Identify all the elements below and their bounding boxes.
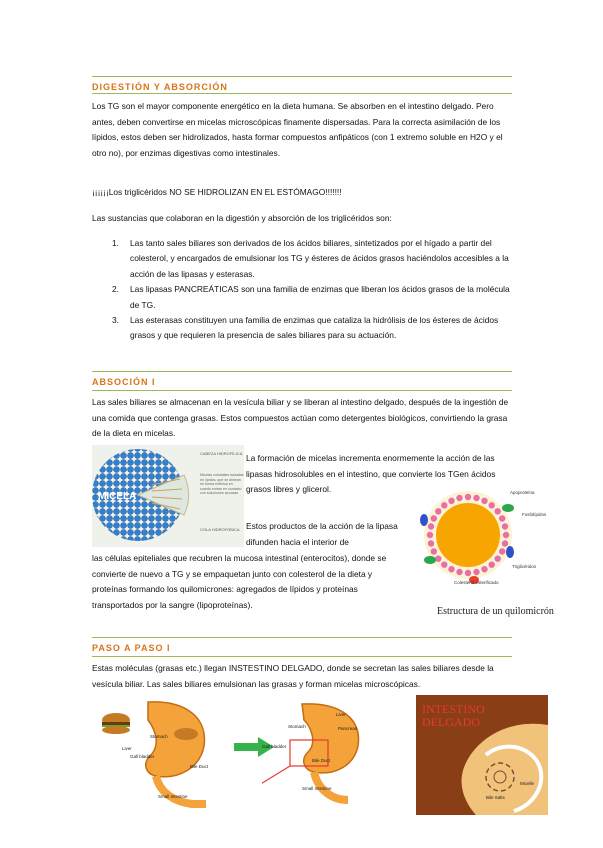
list-intro: Las sustancias que colaboran en la digestión y absorción de los triglicéridos son: bbox=[92, 213, 392, 223]
quilo-label: Colesterol esterificado bbox=[454, 580, 499, 585]
svg-text:Micelle: Micelle bbox=[520, 781, 535, 786]
svg-text:Small Intestine: Small Intestine bbox=[158, 794, 188, 799]
paragraph-lipasa-a: Estos productos de la acción de la lipasa difunden hacia el interior de bbox=[246, 521, 398, 547]
svg-text:Bile Salts: Bile Salts bbox=[486, 795, 505, 800]
divider bbox=[92, 637, 512, 638]
phospholipid-dot bbox=[503, 532, 509, 538]
section-heading-paso: PASO A PASO I bbox=[92, 643, 171, 653]
svg-text:Small Intestine: Small Intestine bbox=[302, 786, 332, 791]
phospholipid-dot bbox=[448, 566, 454, 572]
section-heading-absorcion: ABSOCIÓN I bbox=[92, 377, 156, 387]
phospholipid-dot bbox=[441, 502, 447, 508]
svg-text:Pancreas: Pancreas bbox=[338, 726, 358, 731]
intestino-figure bbox=[416, 695, 548, 815]
burger-icon bbox=[102, 713, 130, 734]
phospholipid-dot bbox=[489, 502, 495, 508]
phospholipid-dot bbox=[502, 523, 508, 529]
micela-figure bbox=[92, 445, 244, 547]
phospholipid-dot bbox=[456, 569, 462, 575]
svg-text:Stomach: Stomach bbox=[150, 734, 168, 739]
phospholipid-dot bbox=[456, 495, 462, 501]
phospholipid-dot bbox=[428, 523, 434, 529]
phospholipid-dot bbox=[473, 569, 479, 575]
divider bbox=[92, 656, 512, 657]
phospholipid-dot bbox=[427, 532, 433, 538]
phospholipid-dot bbox=[499, 548, 505, 554]
svg-text:Bile Duct: Bile Duct bbox=[190, 764, 209, 769]
paragraph-micelas: La formación de micelas incrementa enormemente la acción de las lipasas hidrosolubles en el intestino, que convierte los TGen ácidos grasos libres y glicerol. bbox=[246, 453, 496, 495]
svg-text:Liver: Liver bbox=[122, 746, 132, 751]
paragraph-absorcion: Las sales biliares se almacenan en la vesícula biliar y se liberan al intestino delgado, después de la ingestión de una comida que contenga grasas. Estos compuestos actúan como detergentes biológicos, convirtiendo la grasa de la dieta en micelas. bbox=[92, 397, 509, 439]
divider bbox=[92, 93, 512, 94]
quilo-label: Apoproteína bbox=[510, 490, 535, 495]
quilo-label: Fosfolípidos bbox=[522, 512, 547, 517]
paragraph-paso: Estas moléculas (grasas etc.) llegan INSTESTINO DELGADO, donde se secretan las sales biliares desde la vesícula biliar. Las sales biliares emulsionan las grasas y forman micelas microscópicas. bbox=[92, 663, 494, 689]
divider bbox=[92, 76, 512, 77]
section-heading-digestion: DIGESTIÓN Y ABSORCIÓN bbox=[92, 82, 228, 92]
phospholipid-dot bbox=[465, 494, 471, 500]
svg-text:Bile Duct: Bile Duct bbox=[312, 758, 331, 763]
intestino-title: INTESTINO DELGADO bbox=[422, 702, 485, 729]
phospholipid-dot bbox=[428, 540, 434, 546]
phospholipid-dot bbox=[435, 508, 441, 514]
phospholipid-dot bbox=[495, 556, 501, 562]
phospholipid-dot bbox=[481, 498, 487, 504]
phospholipid-dot bbox=[495, 508, 501, 514]
paragraph-intro: Los TG son el mayor componente energético en la dieta humana. Se absorben en el intestino delgado. Pero antes, deben convertirse en micelas microscópicas finamente dispersadas. Para la correcta asimilación de los lípidos, estos deben ser hidrolizados, hasta formar compuestos anfipáticos (con 1 extremo soluble en H2O y el otro no), por enzimas digestivas como intestinales. bbox=[92, 101, 503, 158]
quilomicron-figure bbox=[410, 480, 560, 590]
paragraph-lipasa-b: las células epiteliales que recubren la mucosa intestinal (enterocitos), donde se convierte de nuevo a TG y se empaquetan junto con colesterol de la dieta y proteínas formando los quilomicrones: agregados de lípidos y proteínas transportados por la sangre (lipoproteínas). bbox=[92, 553, 387, 610]
phospholipid-dot bbox=[448, 498, 454, 504]
list-item: 2. Las lipasas PANCREÁTICAS son una familia de enzimas que liberan los ácidos grasos de la molécula de TG. bbox=[112, 284, 510, 310]
digestive-figure-1 bbox=[96, 698, 228, 808]
svg-text:Gall bladder: Gall bladder bbox=[130, 754, 155, 759]
phospholipid-dot bbox=[499, 515, 505, 521]
micela-label-head: CABEZA HIDROFÍLICA bbox=[200, 451, 243, 456]
quilo-label: Triglicéridos bbox=[512, 564, 537, 569]
quilomicron-caption: Estructura de un quilomicrón bbox=[437, 606, 554, 617]
phospholipid-dot bbox=[465, 570, 471, 576]
svg-text:Stomach: Stomach bbox=[288, 724, 306, 729]
phospholipid-dot bbox=[481, 566, 487, 572]
quilomicron-core bbox=[436, 503, 500, 567]
phospholipid-dot bbox=[441, 562, 447, 568]
warning-text: ¡¡¡¡¡¡Los triglicéridos NO SE HIDROLIZAN EN EL ESTÓMAGO!!!!!!! bbox=[92, 187, 342, 197]
micela-note: Micelas coloidales basadas en lípidos, que se alinean en forma esférica en cuanto entran en contacto con soluciones acuosas bbox=[200, 473, 244, 496]
digestive-figure-2 bbox=[262, 700, 372, 808]
svg-text:Gall bladder: Gall bladder bbox=[262, 744, 287, 749]
phospholipid-dot bbox=[431, 548, 437, 554]
list-item: 3. Las esterasas constituyen una familia de enzimas que cataliza la hidrólisis de los ésteres de ácidos grasos y que requieren la presencia de sales biliares para su actuación. bbox=[112, 315, 499, 341]
substances-list bbox=[92, 236, 512, 344]
phospholipid-dot bbox=[431, 515, 437, 521]
micela-label: MICELA bbox=[98, 491, 137, 502]
phospholipid-dot bbox=[435, 556, 441, 562]
phospholipid-dot bbox=[489, 562, 495, 568]
divider bbox=[92, 371, 512, 372]
micela-label-tail: COLA HIDROFÓBICA bbox=[200, 527, 240, 532]
phospholipid-dot bbox=[502, 540, 508, 546]
svg-text:Liver: Liver bbox=[336, 712, 346, 717]
phospholipid-dot bbox=[473, 495, 479, 501]
divider bbox=[92, 390, 512, 391]
list-item: 1. Las tanto sales biliares son derivados de los ácidos biliares, sintetizados por el hígado a partir del colesterol, y encargados de emulsionar los TG y ésteres de ácidos grasos haciéndolos accesibles a la acción de las lipasas y esterasas. bbox=[112, 238, 509, 279]
